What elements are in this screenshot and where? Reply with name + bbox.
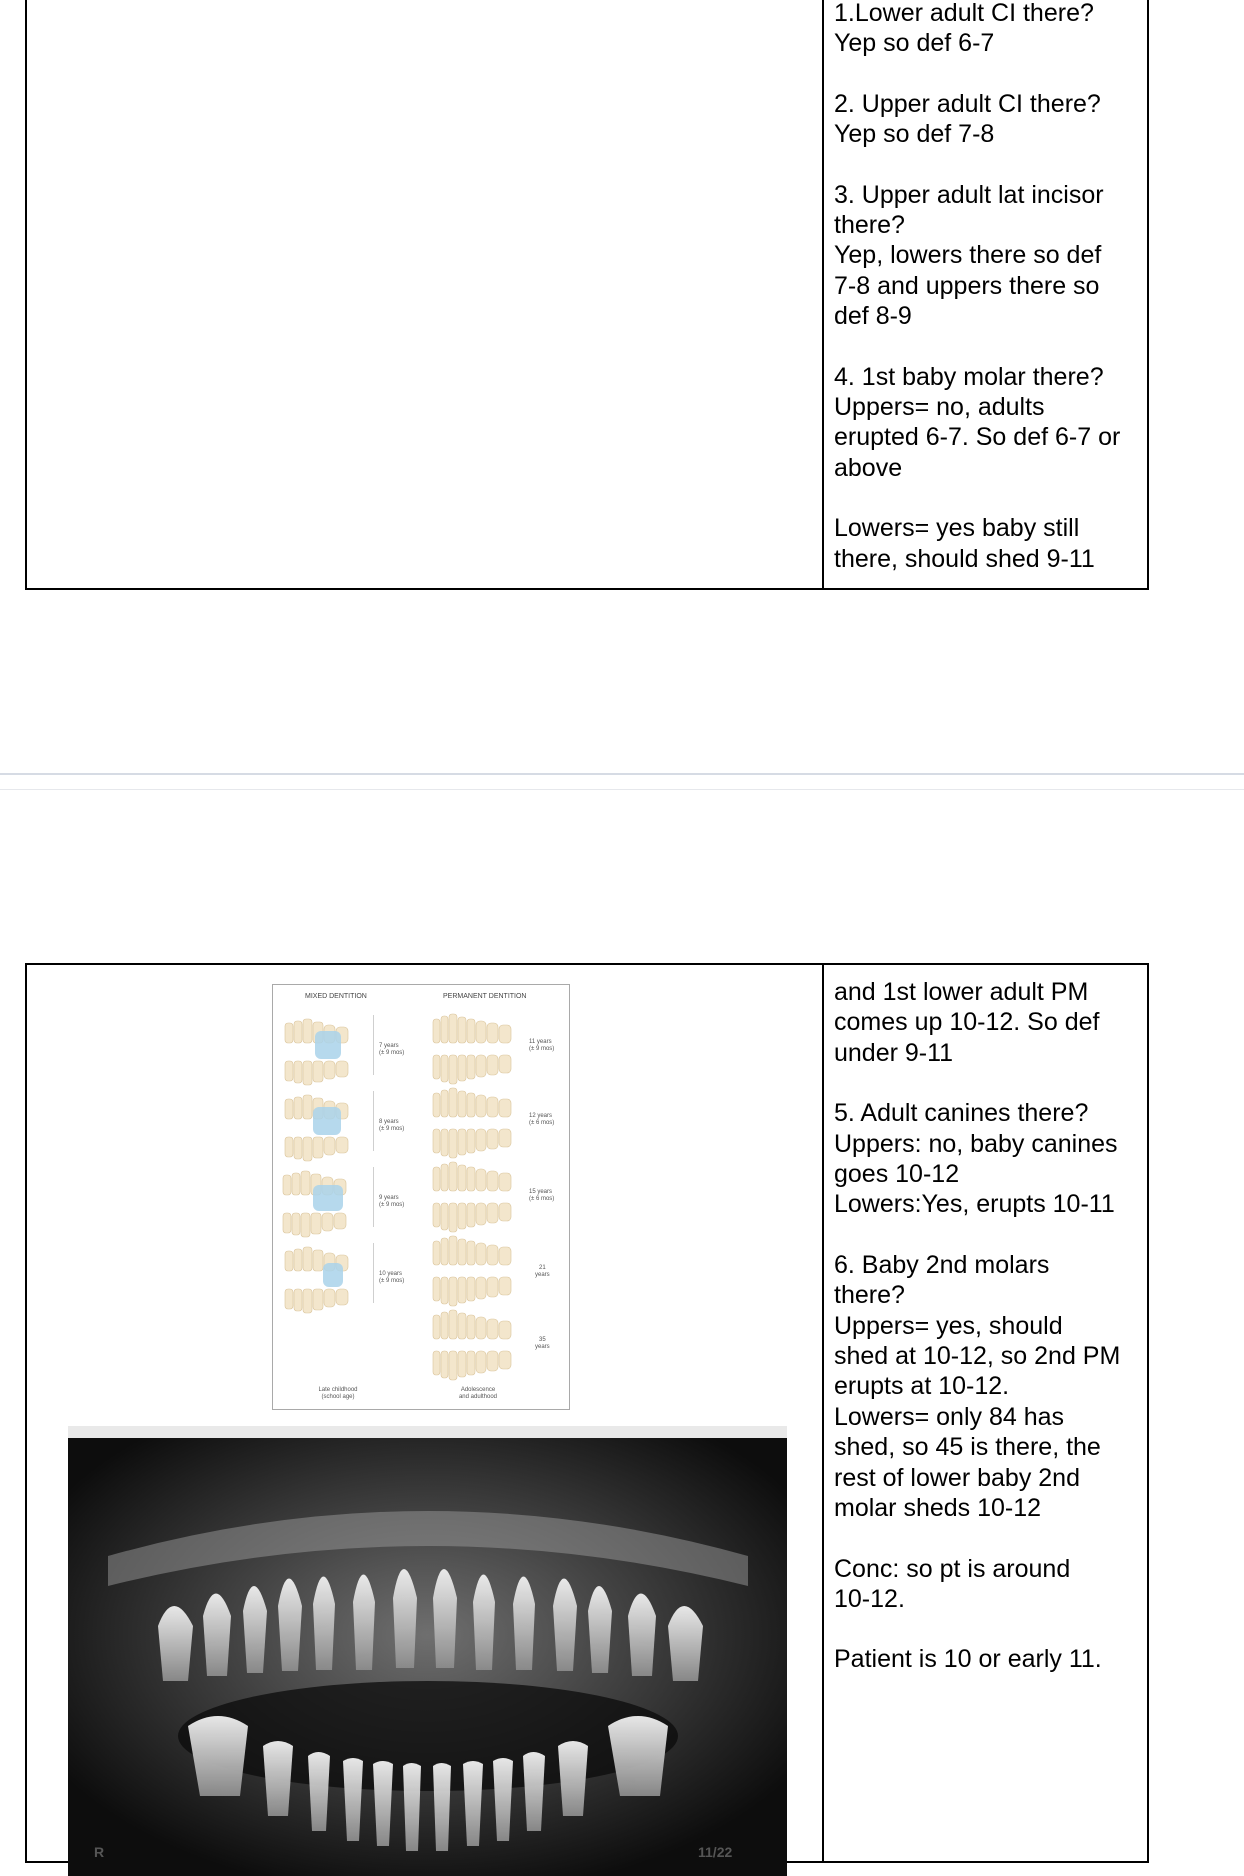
note-line: 5. Adult canines there? xyxy=(834,1099,1089,1128)
age-label: 10 years (± 9 mos) xyxy=(379,1271,405,1284)
note-paragraph xyxy=(834,1554,1137,1615)
age-label: 21 years xyxy=(535,1265,550,1278)
table-2-notes-cell xyxy=(824,965,1147,1861)
note-line: Conc: so pt is around xyxy=(834,1554,1071,1583)
note-line: under 9-11 xyxy=(834,1038,954,1067)
xray-image xyxy=(68,1426,787,1876)
note-line: Uppers: no, baby canines xyxy=(834,1129,1118,1158)
note-paragraph xyxy=(834,1098,1137,1220)
note-line: Yep so def 7-8 xyxy=(834,120,995,149)
note-paragraph xyxy=(834,1250,1137,1524)
age-label: 11 years (± 9 mos) xyxy=(529,1039,555,1052)
note-line: erupted 6-7. So def 6-7 or xyxy=(834,423,1121,452)
chart-divider xyxy=(373,1091,374,1151)
note-line: 3. Upper adult lat incisor xyxy=(834,180,1104,209)
page-separator-shadow xyxy=(0,789,1244,790)
mixed-caption: Late childhood (school age) xyxy=(318,1387,358,1400)
age-label: 35 years xyxy=(535,1337,550,1350)
note-line: comes up 10-12. So def xyxy=(834,1008,1100,1037)
note-line: 6. Baby 2nd molars xyxy=(834,1250,1050,1279)
table-1-left-cell xyxy=(27,0,824,588)
note-line: Yep so def 6-7 xyxy=(834,29,995,58)
note-line: 4. 1st baby molar there? xyxy=(834,362,1104,391)
page-separator xyxy=(0,773,1244,775)
note-paragraph xyxy=(834,513,1137,574)
age-label: 7 years (± 9 mos) xyxy=(379,1043,405,1056)
note-paragraph xyxy=(834,180,1137,332)
note-line: and 1st lower adult PM xyxy=(834,978,1089,1006)
age-label: 8 years (± 9 mos) xyxy=(379,1119,405,1132)
note-line: 1.Lower adult CI there? xyxy=(834,0,1094,27)
note-line: 2. Upper adult CI there? xyxy=(834,89,1101,118)
permanent-dentition-title: PERMANENT DENTITION xyxy=(443,993,527,1000)
note-line: there, should shed 9-11 xyxy=(834,544,1095,573)
note-line: erupts at 10-12. xyxy=(834,1372,1010,1401)
note-line: shed at 10-12, so 2nd PM xyxy=(834,1342,1121,1371)
note-line: Patient is 10 or early 11. xyxy=(834,1645,1102,1674)
chart-divider xyxy=(373,1015,374,1075)
note-line: Uppers= yes, should xyxy=(834,1311,1063,1340)
chart-divider xyxy=(373,1167,374,1227)
age-label: 15 years (± 6 mos) xyxy=(529,1189,555,1202)
note-line: 10-12. xyxy=(834,1584,905,1613)
notes-table-2 xyxy=(25,963,1149,1863)
note-line: Lowers:Yes, erupts 10-11 xyxy=(834,1190,1115,1219)
table-1-notes-cell xyxy=(824,0,1147,588)
note-line: Lowers= only 84 has xyxy=(834,1402,1065,1431)
age-label: 12 years (± 6 mos) xyxy=(529,1113,555,1126)
xray-side-marker: R xyxy=(94,1844,105,1860)
dental-development-chart xyxy=(272,984,570,1410)
note-line: Lowers= yes baby still xyxy=(834,514,1080,543)
table-2-image-cell xyxy=(27,965,824,1861)
note-paragraph xyxy=(834,362,1137,484)
chart-divider xyxy=(373,1243,374,1303)
note-line: above xyxy=(834,453,903,482)
panoramic-xray xyxy=(68,1426,787,1876)
note-line: Yep, lowers there so def xyxy=(834,241,1102,270)
notes-table-1 xyxy=(25,0,1149,590)
permanent-caption: Adolescence and adulthood xyxy=(458,1387,498,1400)
mixed-dentition-title: MIXED DENTITION xyxy=(305,993,367,1000)
note-line: molar sheds 10-12 xyxy=(834,1494,1042,1523)
note-line: Uppers= no, adults xyxy=(834,393,1045,422)
note-paragraph xyxy=(834,89,1137,150)
age-label: 9 years (± 9 mos) xyxy=(379,1195,405,1208)
dentition-illustrations xyxy=(273,985,569,1409)
note-line: def 8-9 xyxy=(834,302,912,331)
note-line: there? xyxy=(834,211,905,240)
note-paragraph xyxy=(834,1644,1137,1674)
note-line: 7-8 and uppers there so xyxy=(834,271,1100,300)
note-paragraph xyxy=(834,0,1137,59)
note-line: shed, so 45 is there, the xyxy=(834,1433,1101,1462)
note-line: rest of lower baby 2nd xyxy=(834,1463,1080,1492)
note-line: there? xyxy=(834,1281,905,1310)
xray-film-label: 11/22 xyxy=(698,1844,733,1860)
note-line: goes 10-12 xyxy=(834,1160,960,1189)
note-paragraph xyxy=(834,977,1137,1068)
